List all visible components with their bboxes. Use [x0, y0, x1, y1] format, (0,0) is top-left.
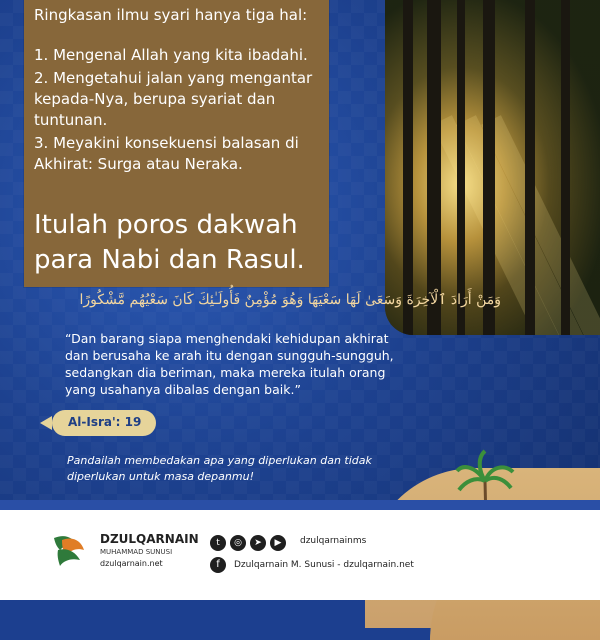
- summary-item: 2. Mengetahui jalan yang mengantar kepada-Nya, berupa syariat dan tuntunan.: [34, 69, 313, 129]
- brand-website: dzulqarnain.net: [100, 559, 163, 568]
- summary-list: [34, 45, 324, 177]
- facebook-icon[interactable]: f: [210, 557, 226, 573]
- motto-text: Pandailah membedakan apa yang diperlukan dan tidak diperlukan untuk masa depanmu!: [67, 454, 372, 483]
- facebook-text: Dzulqarnain M. Sunusi - dzulqarnain.net: [234, 560, 414, 570]
- footer: [0, 510, 600, 600]
- verse-reference-badge: [52, 410, 156, 436]
- verse-translation: “Dan barang siapa menghendaki kehidupan akhirat dan berusaha ke arah itu dengan sungguh-sungguh, sedangkan dia beriman, maka mereka itulah orang yang usahanya dibalas dengan baik.”: [65, 331, 394, 397]
- tagline: Itulah poros dakwah para Nabi dan Rasul.: [34, 210, 305, 275]
- instagram-icon[interactable]: ◎: [230, 535, 246, 551]
- arabic-verse: وَمَنْ أَرَادَ ٱلْآخِرَةَ وَسَعَىٰ لَهَا سَعْيَهَا وَهُوَ مُؤْمِنٌ فَأُولَـٰئِكَ كَانَ سَعْيُهُم مَّشْكُورًا: [79, 292, 501, 308]
- telegram-icon[interactable]: ➤: [250, 535, 266, 551]
- summary-title: Ringkasan ilmu syari hanya tiga hal:: [34, 6, 308, 24]
- youtube-icon[interactable]: ▶: [270, 535, 286, 551]
- forest-photo: [385, 0, 600, 335]
- social-icons: [210, 535, 286, 551]
- brand-name: DZULQARNAIN: [100, 532, 199, 546]
- summary-box: [24, 0, 329, 287]
- social-handle: dzulqarnainms: [300, 536, 367, 546]
- summary-item: 1. Mengenal Allah yang kita ibadahi.: [34, 46, 308, 64]
- twitter-icon[interactable]: t: [210, 535, 226, 551]
- brand-subtitle: MUHAMMAD SUNUSI: [100, 548, 173, 556]
- summary-item: 3. Meyakini konsekuensi balasan di Akhirat: Surga atau Neraka.: [34, 134, 299, 173]
- brand-logo-icon: [50, 530, 90, 568]
- verse-reference: Al-Isra': 19: [68, 415, 142, 429]
